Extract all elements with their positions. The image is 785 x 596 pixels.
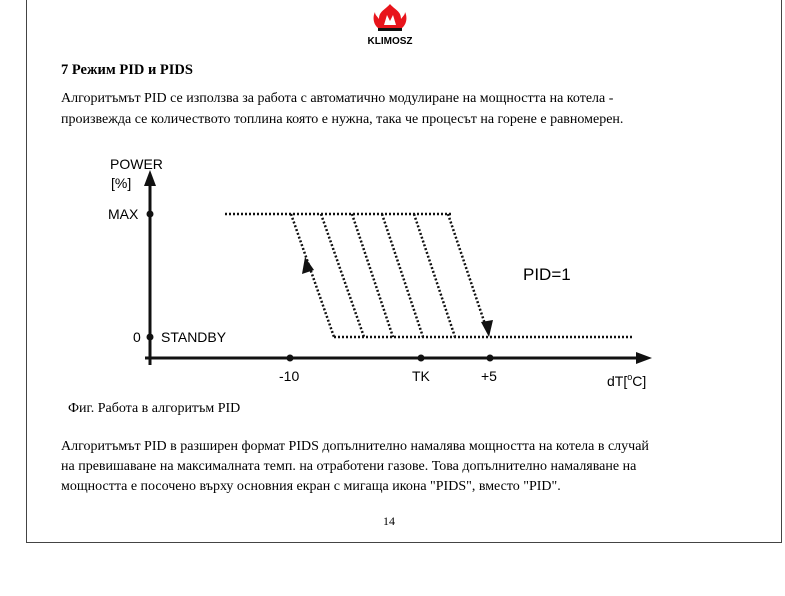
hysteresis-line [352, 214, 393, 337]
tick-point [487, 355, 494, 362]
y-axis-arrow [144, 170, 156, 186]
logo-text: KLIMOSZ [367, 36, 413, 47]
hysteresis-line [414, 214, 455, 337]
zero-point [147, 334, 154, 341]
tick-label: -10 [279, 368, 300, 384]
y-unit: [%] [111, 175, 132, 191]
tick-point [418, 355, 425, 362]
max-label: MAX [108, 206, 139, 222]
hysteresis-line [448, 214, 487, 330]
max-point [147, 211, 154, 218]
body-line: Алгоритъмът PID в разширен формат PIDS допълнително намалява мощността на котела в случай [61, 439, 649, 454]
tick-label: TK [412, 368, 430, 384]
x-axis-arrow [636, 352, 652, 364]
zero-label: 0 [133, 329, 141, 345]
intro-line: произвежда се количеството топлина която е нужна, така че процесът на горене е равномерен. [61, 112, 624, 127]
body-line: на превишаване на максималната темп. на отработени газове. Това допълнително намаляване на [61, 459, 637, 474]
hysteresis-line [382, 214, 423, 337]
section-title: 7 Режим PID и PIDS [61, 62, 193, 78]
page-number: 14 [383, 514, 395, 528]
tick-label: +5 [481, 368, 497, 384]
hysteresis-line [321, 214, 364, 337]
y-label: POWER [110, 156, 163, 172]
standby-label: STANDBY [161, 329, 227, 345]
figure-caption: Фиг. Работа в алгоритъм PID [68, 401, 241, 416]
intro-line: Алгоритъмът PID се използва за работа с автоматично модулиране на мощността на котела - [61, 91, 614, 106]
down-arrow-icon [481, 320, 493, 337]
x-label: dT[$^o$C] [607, 372, 647, 389]
hysteresis-line [291, 214, 334, 337]
body-line: мощността е посочено върху основния екран с мигаща икона "PIDS", вместо "PID". [61, 479, 561, 494]
tick-point [287, 355, 294, 362]
mode-label: PID=1 [523, 265, 571, 284]
